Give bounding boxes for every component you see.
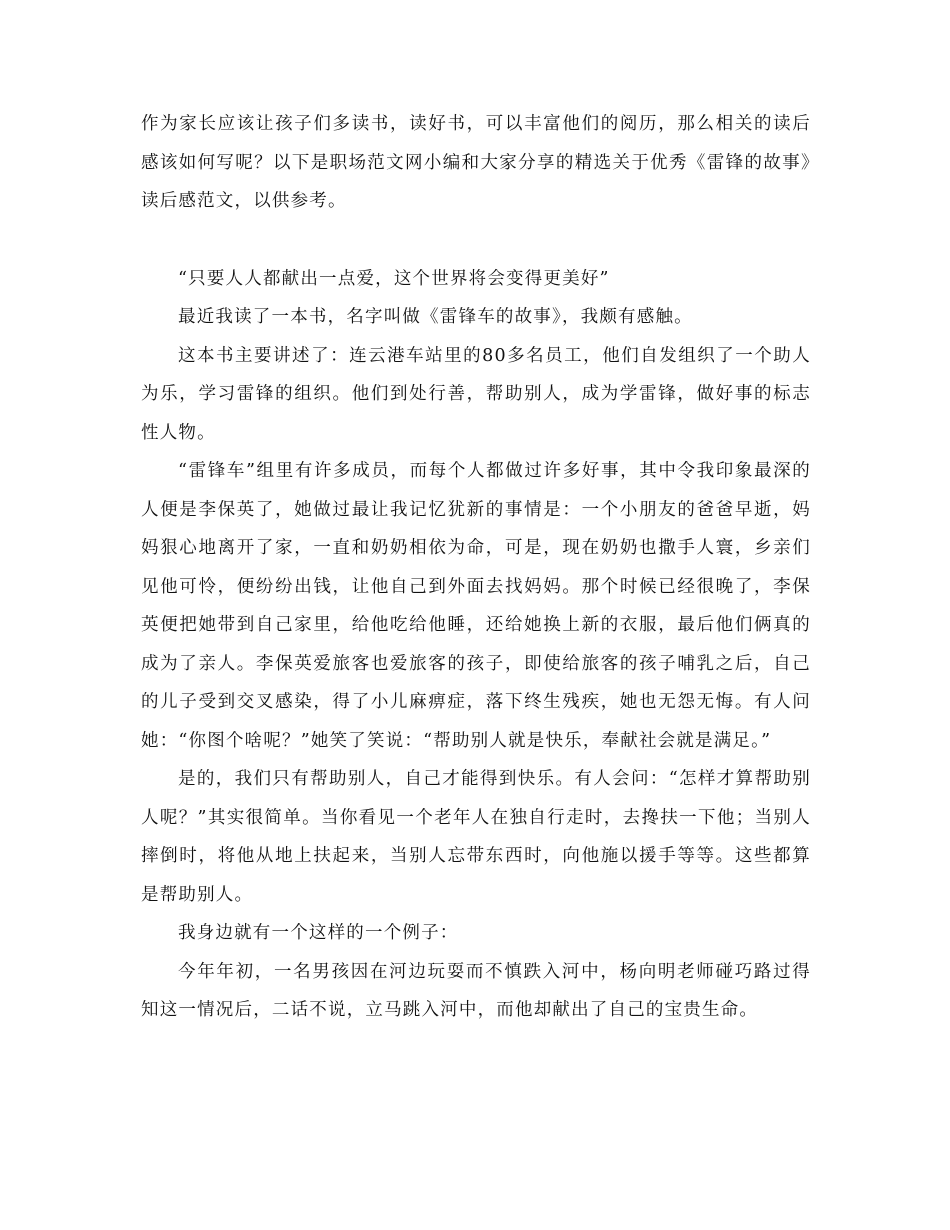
body-paragraph: 今年年初，一名男孩因在河边玩耍而不慎跌入河中，杨向明老师碰巧路过得知这一情况后，二话不说，立马跳入河中，而他却献出了自己的宝贵生命。 — [141, 961, 811, 1020]
body-paragraph: “雷锋车”组里有许多成员，而每个人都做过许多好事，其中令我印象最深的人便是李保英了，她做过最让我记忆犹新的事情是：一个小朋友的爸爸早逝，妈妈狠心地离开了家，一直和奶奶相依为命，可是，现在奶奶也撒手人寰，乡亲们见他可怜，便纷纷出钱，让他自己到外面去找妈妈。那个时候已经很晚了，李保英便把她带到自己家里，给他吃给他睡，还给她换上新的衣服，最后他们俩真的成为了亲人。李保英爱旅客也爱旅客的孩子，即使给旅客的孩子哺乳之后，自己的儿子受到交叉感染，得了小儿麻痹症，落下终生残疾，她也无怨无悔。有人问她：“你图个啥呢？”她笑了笑说：“帮助别人就是快乐，奉献社会就是满足。” — [141, 461, 811, 751]
body-paragraph: 是的，我们只有帮助别人，自己才能得到快乐。有人会问：“怎样才算帮助别人呢？”其实很简单。当你看见一个老年人在独自行走时，去搀扶一下他；当别人摔倒时，将他从地上扶起来，当别人忘带东西时，向他施以援手等等。这些都算是帮助别人。 — [141, 769, 811, 905]
body-paragraph: 这本书主要讲述了：连云港车站里的80多名员工，他们自发组织了一个助人为乐，学习雷锋的组织。他们到处行善，帮助别人，成为学雷锋，做好事的标志性人物。 — [141, 345, 811, 443]
intro-paragraph: 作为家长应该让孩子们多读书，读好书，可以丰富他们的阅历，那么相关的读后感该如何写呢？以下是职场范文网小编和大家分享的精选关于优秀《雷锋的故事》读后感范文，以供参考。 — [141, 114, 811, 211]
article-body — [141, 105, 811, 1030]
body-paragraph: 最近我读了一本书，名字叫做《雷锋车的故事》，我颇有感触。 — [178, 307, 693, 327]
body-paragraph: 我身边就有一个这样的一个例子： — [178, 923, 459, 943]
section-spacer — [141, 221, 811, 260]
quote-paragraph: “只要人人都献出一点爱，这个世界将会变得更美好” — [178, 268, 610, 289]
